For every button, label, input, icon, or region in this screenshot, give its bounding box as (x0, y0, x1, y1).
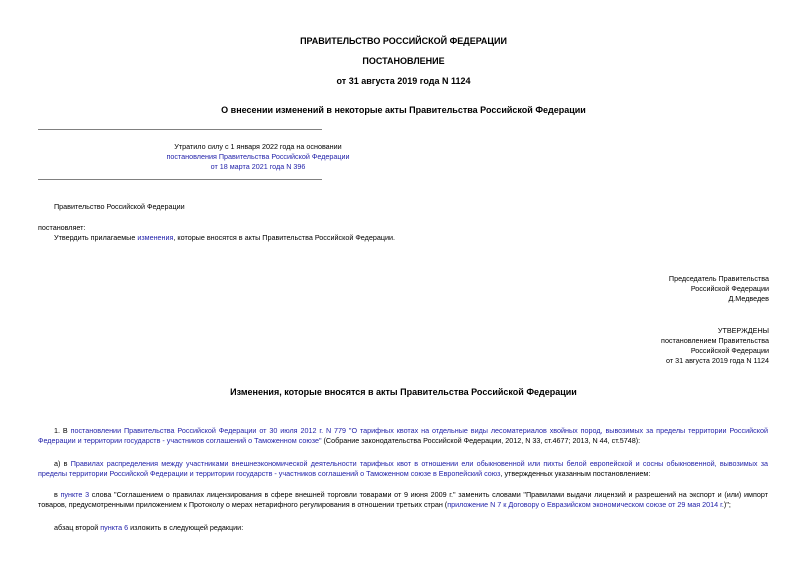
signature-block: Председатель Правительства Российской Федерации Д.Медведев (668, 274, 769, 303)
doc-type: ПОСТАНОВЛЕНИЕ (362, 56, 445, 66)
divider-bottom (38, 179, 322, 180)
paragraph-1: 1. В постановлении Правительства Российской Федерации от 30 июля 2012 г. N 779 "О тарифных квотах на отдельные виды лесоматериалов хвойных пород, вывозимых за пределы территории Российской Федерации и территории государств - участников соглашений о Таможенном союзе" (Собрание законодательства Российской Федерации, 2012, N 33, ст.4677; 2013, N 44, ст.5748): (38, 426, 768, 445)
doc-date-number: от 31 августа 2019 года N 1124 (336, 76, 471, 86)
appendix-7-link[interactable]: приложение N 7 к Договору о Евразийском экономическом союзе от 29 мая 2014 г. (447, 500, 724, 509)
divider-top (38, 129, 322, 130)
paragraph-b: в пункте 3 слова "Соглашением о правилах лицензирования в сфере внешней торговли товарами от 9 июня 2009 г." заменить словами "Правилами выдачи лицензий и разрешений на экспорт и (или) импорт товаров, предусмотренными приложением к Протоколу о мерах нетарифного регулирования в отношении третьих стран (приложение N 7 к Договору о Евразийском экономическом союзе от 29 мая 2014 г.)"; (38, 490, 768, 509)
resolution-779-link[interactable]: постановлении Правительства Российской Федерации от 30 июля 2012 г. N 779 "О тарифных квотах на отдельные виды лесоматериалов хвойных пород, вывозимых за пределы территории Российской Федерации и территории государств - участников соглашений о Таможенном союзе" (38, 426, 768, 445)
status-note (38, 142, 478, 172)
paragraph-a: а) в Правилах распределения между участниками внешнеэкономической деятельности тарифных квот в отношении ели обыкновенной или пихты белой европейской и сосны обыкновенной, вывозимых за пределы территории Российской Федерации и территории государств - участников соглашений о Таможенном союзе в Европейский союз, утвержденных указанным постановлением: (38, 459, 768, 478)
government-line: Правительство Российской Федерации (54, 202, 185, 211)
approved-block: УТВЕРЖДЕНЫ постановлением Правительства Российской Федерации от 31 августа 2019 года N 1124 (661, 326, 769, 365)
repeal-link-date[interactable]: от 18 марта 2021 года N 396 (210, 162, 306, 171)
repeal-link[interactable]: постановления Правительства Российской Федерации (166, 152, 350, 161)
status-note-text: Утратило силу с 1 января 2022 года на основании (174, 142, 342, 151)
org-title: ПРАВИТЕЛЬСТВО РОССИЙСКОЙ ФЕДЕРАЦИИ (300, 36, 507, 46)
decrees-line: постановляет: (38, 223, 86, 232)
point-3-link[interactable]: пункте 3 (60, 490, 90, 499)
changes-title: Изменения, которые вносятся в акты Правительства Российской Федерации (230, 387, 577, 397)
rules-link[interactable]: Правилах распределения между участниками внешнеэкономической деятельности тарифных квот в отношении ели обыкновенной или пихты белой европейской и сосны обыкновенной, вывозимых за пределы территории Российской Федерации и территории государств - участников соглашений о Таможенном союзе в Европейский союз (38, 459, 768, 478)
changes-link[interactable]: изменения (137, 233, 174, 242)
point-6-link[interactable]: пункта 6 (100, 523, 129, 532)
doc-title: О внесении изменений в некоторые акты Правительства Российской Федерации (221, 105, 586, 115)
approve-paragraph: Утвердить прилагаемые изменения, которые вносятся в акты Правительства Российской Федерации. (54, 233, 395, 242)
paragraph-c: абзац второй пункта 6 изложить в следующей редакции: (54, 523, 244, 532)
